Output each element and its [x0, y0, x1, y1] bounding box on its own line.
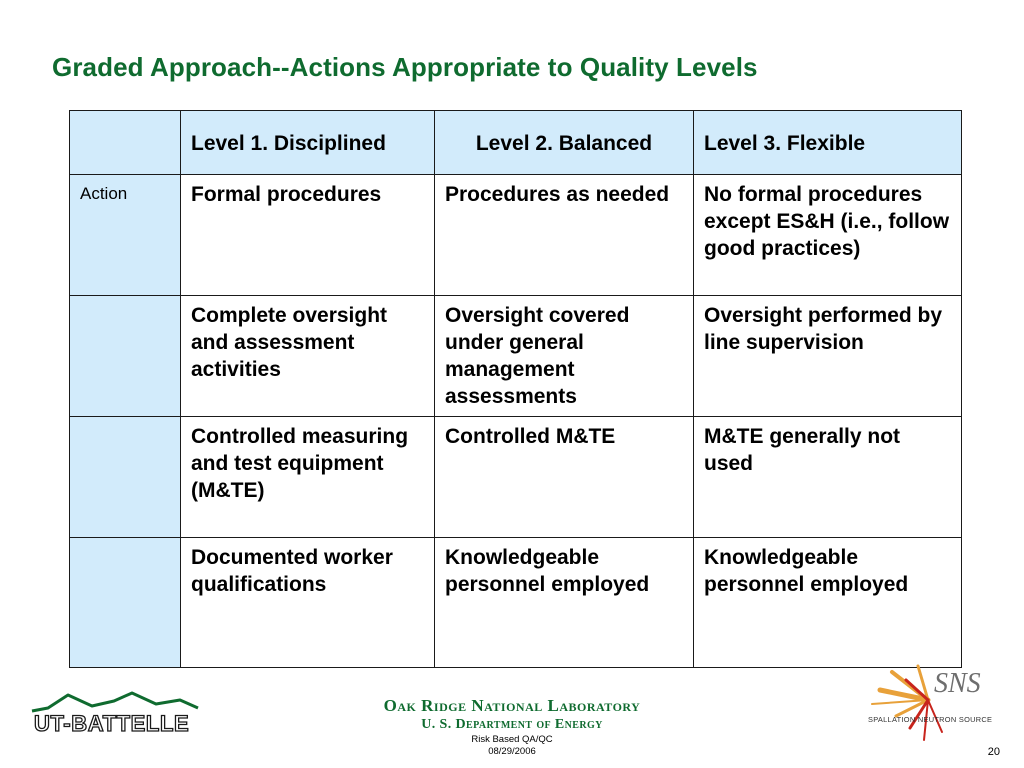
table-cell: Procedures as needed: [435, 175, 694, 296]
table-cell: M&TE generally not used: [694, 417, 962, 538]
table-cell: Documented worker qualifications: [181, 538, 435, 668]
sns-logo-subtext: SPALLATION NEUTRON SOURCE: [868, 715, 993, 724]
document-label: Risk Based QA/QC: [471, 734, 553, 745]
page-number: 20: [987, 746, 1000, 758]
row-label: Action: [80, 184, 128, 203]
department-name: U. S. Department of Energy: [421, 717, 603, 732]
row-label-cell: [70, 296, 181, 417]
row-label-cell: [70, 417, 181, 538]
header-level-3: Level 3. Flexible: [694, 111, 962, 175]
table-cell: Oversight covered under general management assessments: [435, 296, 694, 417]
table-cell: Formal procedures: [181, 175, 435, 296]
table-header-row: [70, 111, 962, 175]
org-name: Oak Ridge National Laboratory: [383, 696, 641, 715]
table-cell: Complete oversight and assessment activities: [181, 296, 435, 417]
quality-levels-table: [69, 110, 962, 668]
document-date: 08/29/2006: [488, 746, 536, 757]
row-label-cell: [70, 175, 181, 296]
slide-title: Graded Approach--Actions Appropriate to Quality Levels: [52, 52, 758, 82]
table-row: [70, 175, 962, 296]
ut-battelle-logo: [30, 686, 200, 743]
table-row: [70, 417, 962, 538]
table-cell: Knowledgeable personnel employed: [694, 538, 962, 668]
table-row: [70, 538, 962, 668]
header-corner-cell: [70, 111, 181, 175]
row-label-cell: [70, 538, 181, 668]
ut-battelle-logo-text: UT-BATTELLE: [34, 711, 190, 736]
table-cell: Oversight performed by line supervision: [694, 296, 962, 417]
table-cell: Controlled M&TE: [435, 417, 694, 538]
table-cell: Controlled measuring and test equipment (M&TE): [181, 417, 435, 538]
table-cell: Knowledgeable personnel employed: [435, 538, 694, 668]
header-level-1: Level 1. Disciplined: [181, 111, 435, 175]
table-cell: No formal procedures except ES&H (i.e., follow good practices): [694, 175, 962, 296]
sns-logo-text: SNS: [934, 668, 981, 699]
table-row: [70, 296, 962, 417]
sns-logo: [866, 660, 996, 755]
footer-org-block: [330, 696, 694, 758]
header-level-2: Level 2. Balanced: [435, 111, 694, 175]
